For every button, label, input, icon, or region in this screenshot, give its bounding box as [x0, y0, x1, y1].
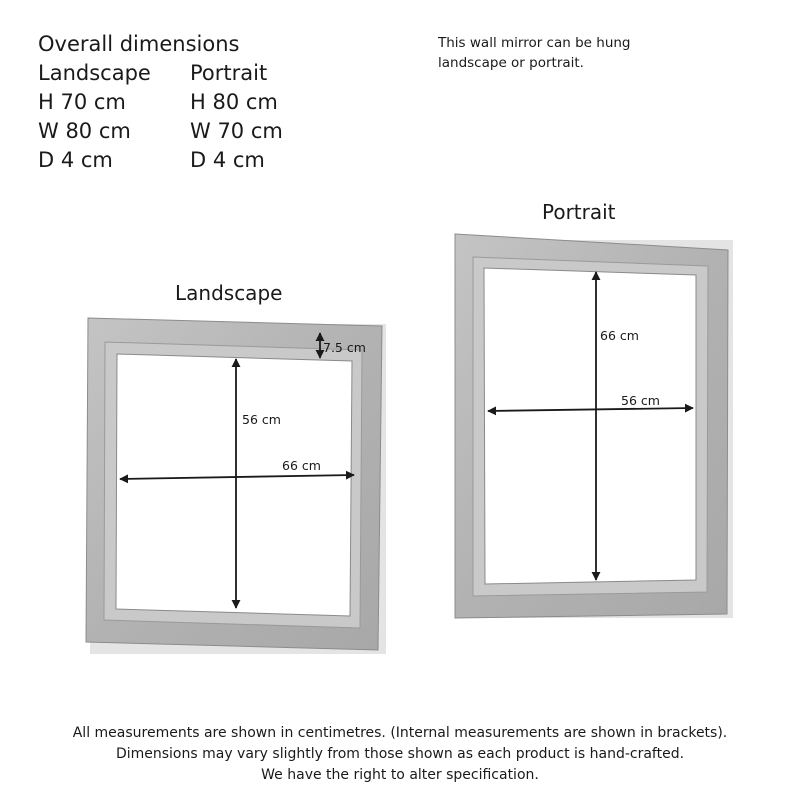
landscape-spec-width: W 80 cm [38, 119, 131, 143]
portrait-mirror [455, 234, 733, 618]
landscape-width-label: 66 cm [282, 458, 321, 473]
portrait-width-label: 56 cm [621, 393, 660, 408]
portrait-spec-width: W 70 cm [190, 119, 283, 143]
portrait-spec-heading: Portrait [190, 61, 268, 85]
portrait-view-title: Portrait [542, 200, 616, 224]
landscape-spec-depth: D 4 cm [38, 148, 113, 172]
portrait-glass [484, 268, 696, 584]
hanging-note-line-1: This wall mirror can be hung [438, 35, 631, 51]
footer-line-3: We have the right to alter specification. [261, 767, 539, 783]
landscape-height-label: 56 cm [242, 412, 281, 427]
landscape-mirror [86, 318, 386, 654]
portrait-spec-depth: D 4 cm [190, 148, 265, 172]
landscape-spec-height: H 70 cm [38, 90, 126, 114]
footer-line-2: Dimensions may vary slightly from those shown as each product is hand-crafted. [115, 746, 685, 762]
hanging-note-line-2: landscape or portrait. [438, 55, 584, 71]
overall-dimensions-title: Overall dimensions [38, 32, 240, 56]
landscape-spec-heading: Landscape [38, 61, 151, 85]
landscape-frame-width-label: 7.5 cm [323, 340, 366, 355]
footer-notes [0, 723, 800, 786]
landscape-glass [116, 354, 352, 616]
portrait-height-label: 66 cm [600, 328, 639, 343]
footer-line-1: All measurements are shown in centimetres. (Internal measurements are shown in brackets). [72, 725, 728, 741]
landscape-view-title: Landscape [175, 281, 283, 305]
portrait-spec-height: H 80 cm [190, 90, 278, 114]
